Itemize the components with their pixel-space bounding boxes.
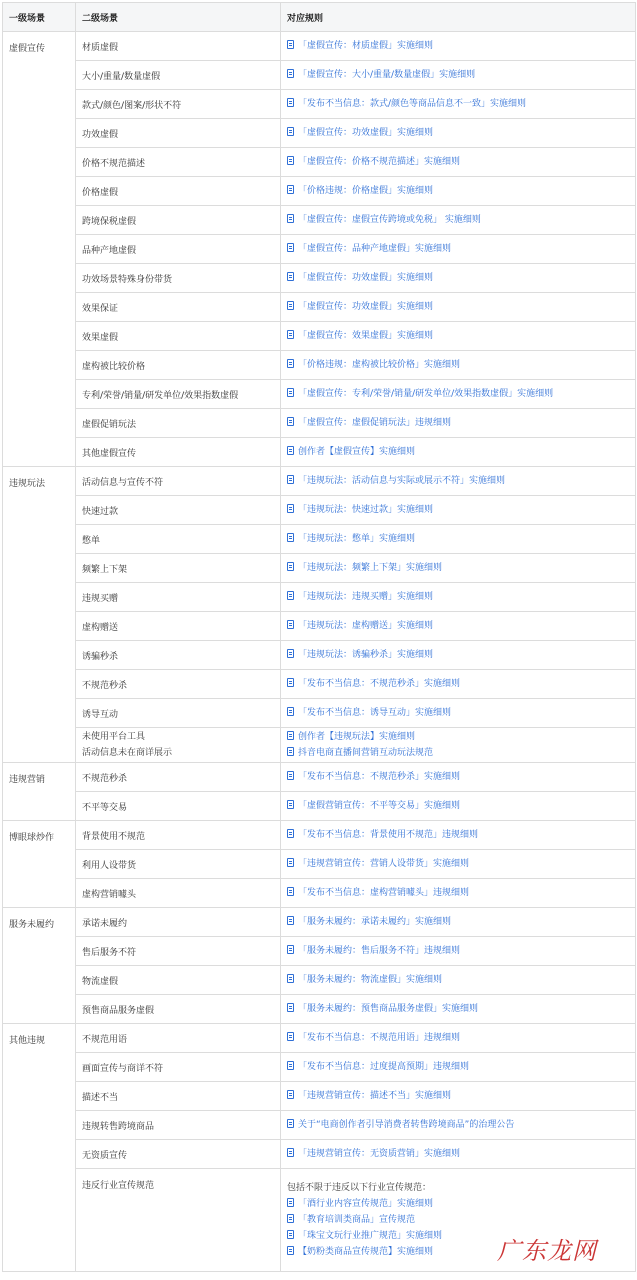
table-row xyxy=(3,264,636,293)
document-icon xyxy=(287,747,294,756)
rules-table xyxy=(2,2,636,1272)
table-row xyxy=(3,937,636,966)
rule-cell xyxy=(281,32,636,61)
rule-cell xyxy=(281,937,636,966)
rule-link-text: 「虚假宣传：专利/荣誉/销量/研发单位/效果指数虚假」实施细则 xyxy=(298,389,554,399)
rule-cell xyxy=(281,293,636,322)
rule-cell xyxy=(281,525,636,554)
rule-link[interactable] xyxy=(287,67,629,83)
table-row xyxy=(3,554,636,583)
level2-scene: 诱骗秒杀 xyxy=(76,641,281,670)
rule-link[interactable] xyxy=(287,885,629,901)
level2-scene: 描述不当 xyxy=(76,1082,281,1111)
rule-cell xyxy=(281,380,636,409)
level2-scene: 虚构营销噱头 xyxy=(76,879,281,908)
rule-link-text: 「发布不当信息：不规范用语」违规细则 xyxy=(298,1033,461,1043)
document-icon xyxy=(287,214,294,223)
document-icon xyxy=(287,417,294,426)
table-row xyxy=(3,612,636,641)
document-icon xyxy=(287,1061,294,1070)
table-row xyxy=(3,177,636,206)
rule-cell xyxy=(281,409,636,438)
rule-cell xyxy=(281,235,636,264)
document-icon xyxy=(287,156,294,165)
rule-cell xyxy=(281,1140,636,1169)
document-icon xyxy=(287,330,294,339)
rule-link[interactable] xyxy=(287,386,629,402)
level2-scene: 违规买赠 xyxy=(76,583,281,612)
table-row xyxy=(3,90,636,119)
document-icon xyxy=(287,1003,294,1012)
level2-scene: 功效场景特殊身份带货 xyxy=(76,264,281,293)
rule-link-text: 「价格违规：价格虚假」实施细则 xyxy=(298,186,434,196)
rule-link-text: 「虚假宣传：品种产地虚假」实施细则 xyxy=(298,244,452,254)
rule-link[interactable] xyxy=(287,745,629,761)
rule-link-text: 关于“电商创作者引导消费者转售跨境商品”的治理公告 xyxy=(298,1120,515,1130)
level2-scene: 承诺未履约 xyxy=(76,908,281,937)
level1-scene: 服务未履约 xyxy=(3,908,76,1024)
level1-scene: 违规玩法 xyxy=(3,467,76,763)
rule-intro: 包括不限于违反以下行业宣传规范： xyxy=(287,1183,432,1193)
level2-scene: 利用人设带货 xyxy=(76,850,281,879)
rule-cell xyxy=(281,264,636,293)
document-icon xyxy=(287,916,294,925)
rule-link[interactable] xyxy=(287,618,629,634)
rule-link[interactable] xyxy=(287,560,629,576)
level1-scene: 违规营销 xyxy=(3,763,76,821)
rule-link-text: 「珠宝文玩行业推广规范」实施细则 xyxy=(298,1231,443,1241)
document-icon xyxy=(287,185,294,194)
watermark-logo: 广东龙网 xyxy=(497,1237,597,1265)
rule-link-text: 「违规营销宣传：描述不当」实施细则 xyxy=(298,1091,452,1101)
level2-scene: 不规范秒杀 xyxy=(76,763,281,792)
level2-scene: 功效虚假 xyxy=(76,119,281,148)
rule-link-text: 「服务未履约：承诺未履约」实施细则 xyxy=(298,917,452,927)
rule-link[interactable] xyxy=(287,502,629,518)
rule-cell xyxy=(281,351,636,380)
document-icon xyxy=(287,829,294,838)
level2-scene: 大小/重量/数量虚假 xyxy=(76,61,281,90)
document-icon xyxy=(287,707,294,716)
level2-scene: 活动信息与宣传不符 xyxy=(76,467,281,496)
rule-link-text: 创作者【违规玩法】实施细则 xyxy=(298,732,416,742)
rule-link-text: 抖音电商直播间营销互动玩法规范 xyxy=(298,748,434,758)
table-row xyxy=(3,1053,636,1082)
table-row xyxy=(3,148,636,177)
level1-scene: 虚假宣传 xyxy=(3,32,76,467)
document-icon xyxy=(287,591,294,600)
rule-cell xyxy=(281,1082,636,1111)
rule-link[interactable] xyxy=(287,589,629,605)
table-row xyxy=(3,322,636,351)
rule-link-text: 「违规玩法：憋单」实施细则 xyxy=(298,534,416,544)
rule-link[interactable] xyxy=(287,415,629,431)
level1-scene: 博眼球炒作 xyxy=(3,821,76,908)
level2-scene: 款式/颜色/图案/形状不符 xyxy=(76,90,281,119)
rule-cell xyxy=(281,322,636,351)
rule-link[interactable] xyxy=(287,1030,629,1046)
rule-link-text: 「虚假宣传：虚假宣传跨境或免税」 实施细则 xyxy=(298,215,481,225)
rule-link[interactable] xyxy=(287,943,629,959)
table-row xyxy=(3,1024,636,1053)
table-row xyxy=(3,61,636,90)
rule-link[interactable] xyxy=(287,647,629,663)
level2-scene: 效果虚假 xyxy=(76,322,281,351)
rule-link[interactable] xyxy=(287,357,629,373)
document-icon xyxy=(287,678,294,687)
rule-cell xyxy=(281,995,636,1024)
level2-scene: 虚构被比较价格 xyxy=(76,351,281,380)
document-icon xyxy=(287,127,294,136)
level2-scene: 品种产地虚假 xyxy=(76,235,281,264)
rule-link-text: 「违规玩法：虚构赠送」实施细则 xyxy=(298,621,434,631)
level2-scene: 不平等交易 xyxy=(76,792,281,821)
rule-link[interactable] xyxy=(287,183,629,199)
level2-scene: 不规范用语 xyxy=(76,1024,281,1053)
rule-link[interactable] xyxy=(287,856,629,872)
rule-cell xyxy=(281,1111,636,1140)
table-row xyxy=(3,995,636,1024)
rule-cell xyxy=(281,850,636,879)
rule-link-text: 「违规玩法：违规买赠」实施细则 xyxy=(298,592,434,602)
document-icon xyxy=(287,301,294,310)
rule-link[interactable] xyxy=(287,328,629,344)
level2-scene: 违规转售跨境商品 xyxy=(76,1111,281,1140)
rule-link[interactable] xyxy=(287,1059,629,1075)
rule-cell xyxy=(281,670,636,699)
document-icon xyxy=(287,533,294,542)
rule-cell xyxy=(281,728,636,763)
rule-link[interactable] xyxy=(287,1117,629,1133)
rule-link[interactable] xyxy=(287,241,629,257)
level2-scene: 憋单 xyxy=(76,525,281,554)
rule-cell xyxy=(281,206,636,235)
level2-scene: 价格虚假 xyxy=(76,177,281,206)
table-row xyxy=(3,1111,636,1140)
level2-scene: 预售商品服务虚假 xyxy=(76,995,281,1024)
document-icon xyxy=(287,1032,294,1041)
document-icon xyxy=(287,974,294,983)
document-icon xyxy=(287,1148,294,1157)
rule-cell xyxy=(281,699,636,728)
document-icon xyxy=(287,562,294,571)
document-icon xyxy=(287,359,294,368)
rule-link[interactable] xyxy=(287,798,629,814)
level2-scene: 物流虚假 xyxy=(76,966,281,995)
rule-link[interactable] xyxy=(287,38,629,54)
table-row xyxy=(3,641,636,670)
level2-scene: 售后服务不符 xyxy=(76,937,281,966)
level2-scene: 不规范秒杀 xyxy=(76,670,281,699)
document-icon xyxy=(287,1214,294,1223)
rule-link[interactable] xyxy=(287,729,629,745)
rule-link[interactable] xyxy=(287,270,629,286)
rule-link-text: 「发布不当信息：过度提高预期」违规细则 xyxy=(298,1062,470,1072)
rule-link-text: 「违规营销宣传：营销人设带货」实施细则 xyxy=(298,859,470,869)
rule-link-text: 「发布不当信息：虚构营销噱头」违规细则 xyxy=(298,888,470,898)
table-row xyxy=(3,438,636,467)
table-row xyxy=(3,792,636,821)
table-row xyxy=(3,206,636,235)
table-row xyxy=(3,32,636,61)
rule-cell xyxy=(281,879,636,908)
level2-scene: 跨境保税虚假 xyxy=(76,206,281,235)
scene-line: 活动信息未在商详展示 xyxy=(82,748,173,758)
document-icon xyxy=(287,1198,294,1207)
table-row xyxy=(3,879,636,908)
rule-link-text: 「酒行业内容宣传规范」实施细则 xyxy=(298,1199,434,1209)
rule-link-text: 「教育培训类商品」宣传规范 xyxy=(298,1215,416,1225)
rule-link[interactable] xyxy=(287,769,629,785)
table-row xyxy=(3,293,636,322)
rule-link-text: 「虚假宣传：虚假促销玩法」违规细则 xyxy=(298,418,452,428)
document-icon xyxy=(287,243,294,252)
rule-cell xyxy=(281,641,636,670)
document-icon xyxy=(287,1230,294,1239)
rule-cell xyxy=(281,467,636,496)
rule-link[interactable] xyxy=(287,96,629,112)
rule-link-text: 「价格违规：虚构被比较价格」实施细则 xyxy=(298,360,461,370)
rule-link[interactable] xyxy=(287,1001,629,1017)
document-icon xyxy=(287,388,294,397)
rule-link-text: 「服务未履约：物流虚假」实施细则 xyxy=(298,975,443,985)
document-icon xyxy=(287,945,294,954)
rule-cell xyxy=(281,792,636,821)
document-icon xyxy=(287,504,294,513)
rule-cell xyxy=(281,908,636,937)
rule-link[interactable] xyxy=(287,972,629,988)
rule-cell xyxy=(281,90,636,119)
table-row xyxy=(3,966,636,995)
table-row xyxy=(3,850,636,879)
rule-link[interactable] xyxy=(287,827,629,843)
level2-scene: 材质虚假 xyxy=(76,32,281,61)
rule-link-text: 「违规玩法：诱骗秒杀」实施细则 xyxy=(298,650,434,660)
rule-link[interactable] xyxy=(287,444,629,460)
rule-link-text: 「发布不当信息：不规范秒杀」实施细则 xyxy=(298,772,461,782)
document-icon xyxy=(287,771,294,780)
rule-link-text: 「发布不当信息：款式/颜色等商品信息不一致」实施细则 xyxy=(298,99,527,109)
rule-link-text: 「虚假宣传：材质虚假」实施细则 xyxy=(298,41,434,51)
rule-link-text: 「虚假宣传：效果虚假」实施细则 xyxy=(298,331,434,341)
table-header-row xyxy=(3,3,636,32)
table-row xyxy=(3,409,636,438)
document-icon xyxy=(287,731,294,740)
rule-cell xyxy=(281,612,636,641)
document-icon xyxy=(287,475,294,484)
level2-scene: 专利/荣誉/销量/研发单位/效果指数虚假 xyxy=(76,380,281,409)
rule-link[interactable] xyxy=(287,914,629,930)
document-icon xyxy=(287,69,294,78)
table-row xyxy=(3,119,636,148)
rule-link[interactable] xyxy=(287,1212,629,1228)
rule-link-text: 「虚假宣传：价格不规范描述」实施细则 xyxy=(298,157,461,167)
rule-link[interactable] xyxy=(287,154,629,170)
level2-scene: 诱导互动 xyxy=(76,699,281,728)
rule-link[interactable] xyxy=(287,1146,629,1162)
rule-link[interactable] xyxy=(287,212,629,228)
rule-link-text: 「虚假营销宣传：不平等交易」实施细则 xyxy=(298,801,461,811)
table-row xyxy=(3,821,636,850)
level2-scene xyxy=(76,728,281,763)
rule-cell xyxy=(281,496,636,525)
document-icon xyxy=(287,1090,294,1099)
level2-scene: 快速过款 xyxy=(76,496,281,525)
table-row xyxy=(3,235,636,264)
rule-cell xyxy=(281,821,636,850)
table-row xyxy=(3,525,636,554)
level2-scene: 画面宣传与商详不符 xyxy=(76,1053,281,1082)
scene-line: 未使用平台工具 xyxy=(82,732,146,742)
document-icon xyxy=(287,1246,294,1255)
rule-link-text: 创作者【虚假宣传】实施细则 xyxy=(298,447,416,457)
level2-scene: 违反行业宣传规范 xyxy=(76,1169,281,1272)
level2-scene: 其他虚假宣传 xyxy=(76,438,281,467)
rule-link-text: 「违规玩法：频繁上下架」实施细则 xyxy=(298,563,443,573)
rule-link-text: 「发布不当信息：诱导互动」实施细则 xyxy=(298,708,452,718)
rule-link[interactable] xyxy=(287,1196,629,1212)
level2-scene: 价格不规范描述 xyxy=(76,148,281,177)
level2-scene: 虚构赠送 xyxy=(76,612,281,641)
table-row xyxy=(3,1140,636,1169)
rule-link-text: 「违规玩法：活动信息与实际或展示不符」实施细则 xyxy=(298,476,506,486)
document-icon xyxy=(287,40,294,49)
rule-link-text: 【奶粉类商品宣传规范】实施细则 xyxy=(298,1247,434,1257)
document-icon xyxy=(287,887,294,896)
rule-link[interactable] xyxy=(287,676,629,692)
document-icon xyxy=(287,98,294,107)
rule-link-text: 「服务未履约：售后服务不符」违规细则 xyxy=(298,946,461,956)
level2-scene: 无资质宣传 xyxy=(76,1140,281,1169)
header-rule: 对应规则 xyxy=(281,3,636,32)
rule-cell xyxy=(281,966,636,995)
rule-link[interactable] xyxy=(287,705,629,721)
document-icon xyxy=(287,272,294,281)
table-row xyxy=(3,699,636,728)
table-row xyxy=(3,1082,636,1111)
rule-cell xyxy=(281,119,636,148)
table-row xyxy=(3,583,636,612)
rule-link-text: 「虚假宣传：功效虚假」实施细则 xyxy=(298,302,434,312)
table-row xyxy=(3,380,636,409)
document-icon xyxy=(287,858,294,867)
table-row xyxy=(3,763,636,792)
rule-cell xyxy=(281,583,636,612)
rule-link-text: 「发布不当信息：不规范秒杀」实施细则 xyxy=(298,679,461,689)
rule-cell xyxy=(281,177,636,206)
header-level1: 一级场景 xyxy=(3,3,76,32)
rule-cell xyxy=(281,438,636,467)
rule-cell xyxy=(281,1053,636,1082)
rule-link-text: 「虚假宣传：功效虚假」实施细则 xyxy=(298,273,434,283)
level1-scene: 其他违规 xyxy=(3,1024,76,1272)
table-row xyxy=(3,351,636,380)
table-row xyxy=(3,728,636,763)
document-icon xyxy=(287,1119,294,1128)
table-row xyxy=(3,670,636,699)
document-icon xyxy=(287,649,294,658)
table-row xyxy=(3,496,636,525)
table-row xyxy=(3,908,636,937)
document-icon xyxy=(287,446,294,455)
rule-link-text: 「违规玩法：快速过款」实施细则 xyxy=(298,505,434,515)
rule-link-text: 「虚假宣传：功效虚假」实施细则 xyxy=(298,128,434,138)
rule-link-text: 「违规营销宣传：无资质营销」实施细则 xyxy=(298,1149,461,1159)
rule-link[interactable] xyxy=(287,299,629,315)
rule-link-text: 「虚假宣传：大小/重量/数量虚假」实施细则 xyxy=(298,70,476,80)
level2-scene: 效果保证 xyxy=(76,293,281,322)
level2-scene: 背景使用不规范 xyxy=(76,821,281,850)
rule-cell xyxy=(281,1024,636,1053)
rule-cell xyxy=(281,148,636,177)
rule-cell xyxy=(281,554,636,583)
rule-link[interactable] xyxy=(287,473,629,489)
document-icon xyxy=(287,620,294,629)
level2-scene: 虚假促销玩法 xyxy=(76,409,281,438)
rule-link[interactable] xyxy=(287,531,629,547)
rule-cell xyxy=(281,763,636,792)
table-row xyxy=(3,467,636,496)
level2-scene: 频繁上下架 xyxy=(76,554,281,583)
header-level2: 二级场景 xyxy=(76,3,281,32)
document-icon xyxy=(287,800,294,809)
rule-link[interactable] xyxy=(287,1088,629,1104)
rule-link-text: 「服务未履约：预售商品服务虚假」实施细则 xyxy=(298,1004,479,1014)
rule-link[interactable] xyxy=(287,125,629,141)
rule-cell xyxy=(281,61,636,90)
rule-link-text: 「发布不当信息：背景使用不规范」违规细则 xyxy=(298,830,479,840)
